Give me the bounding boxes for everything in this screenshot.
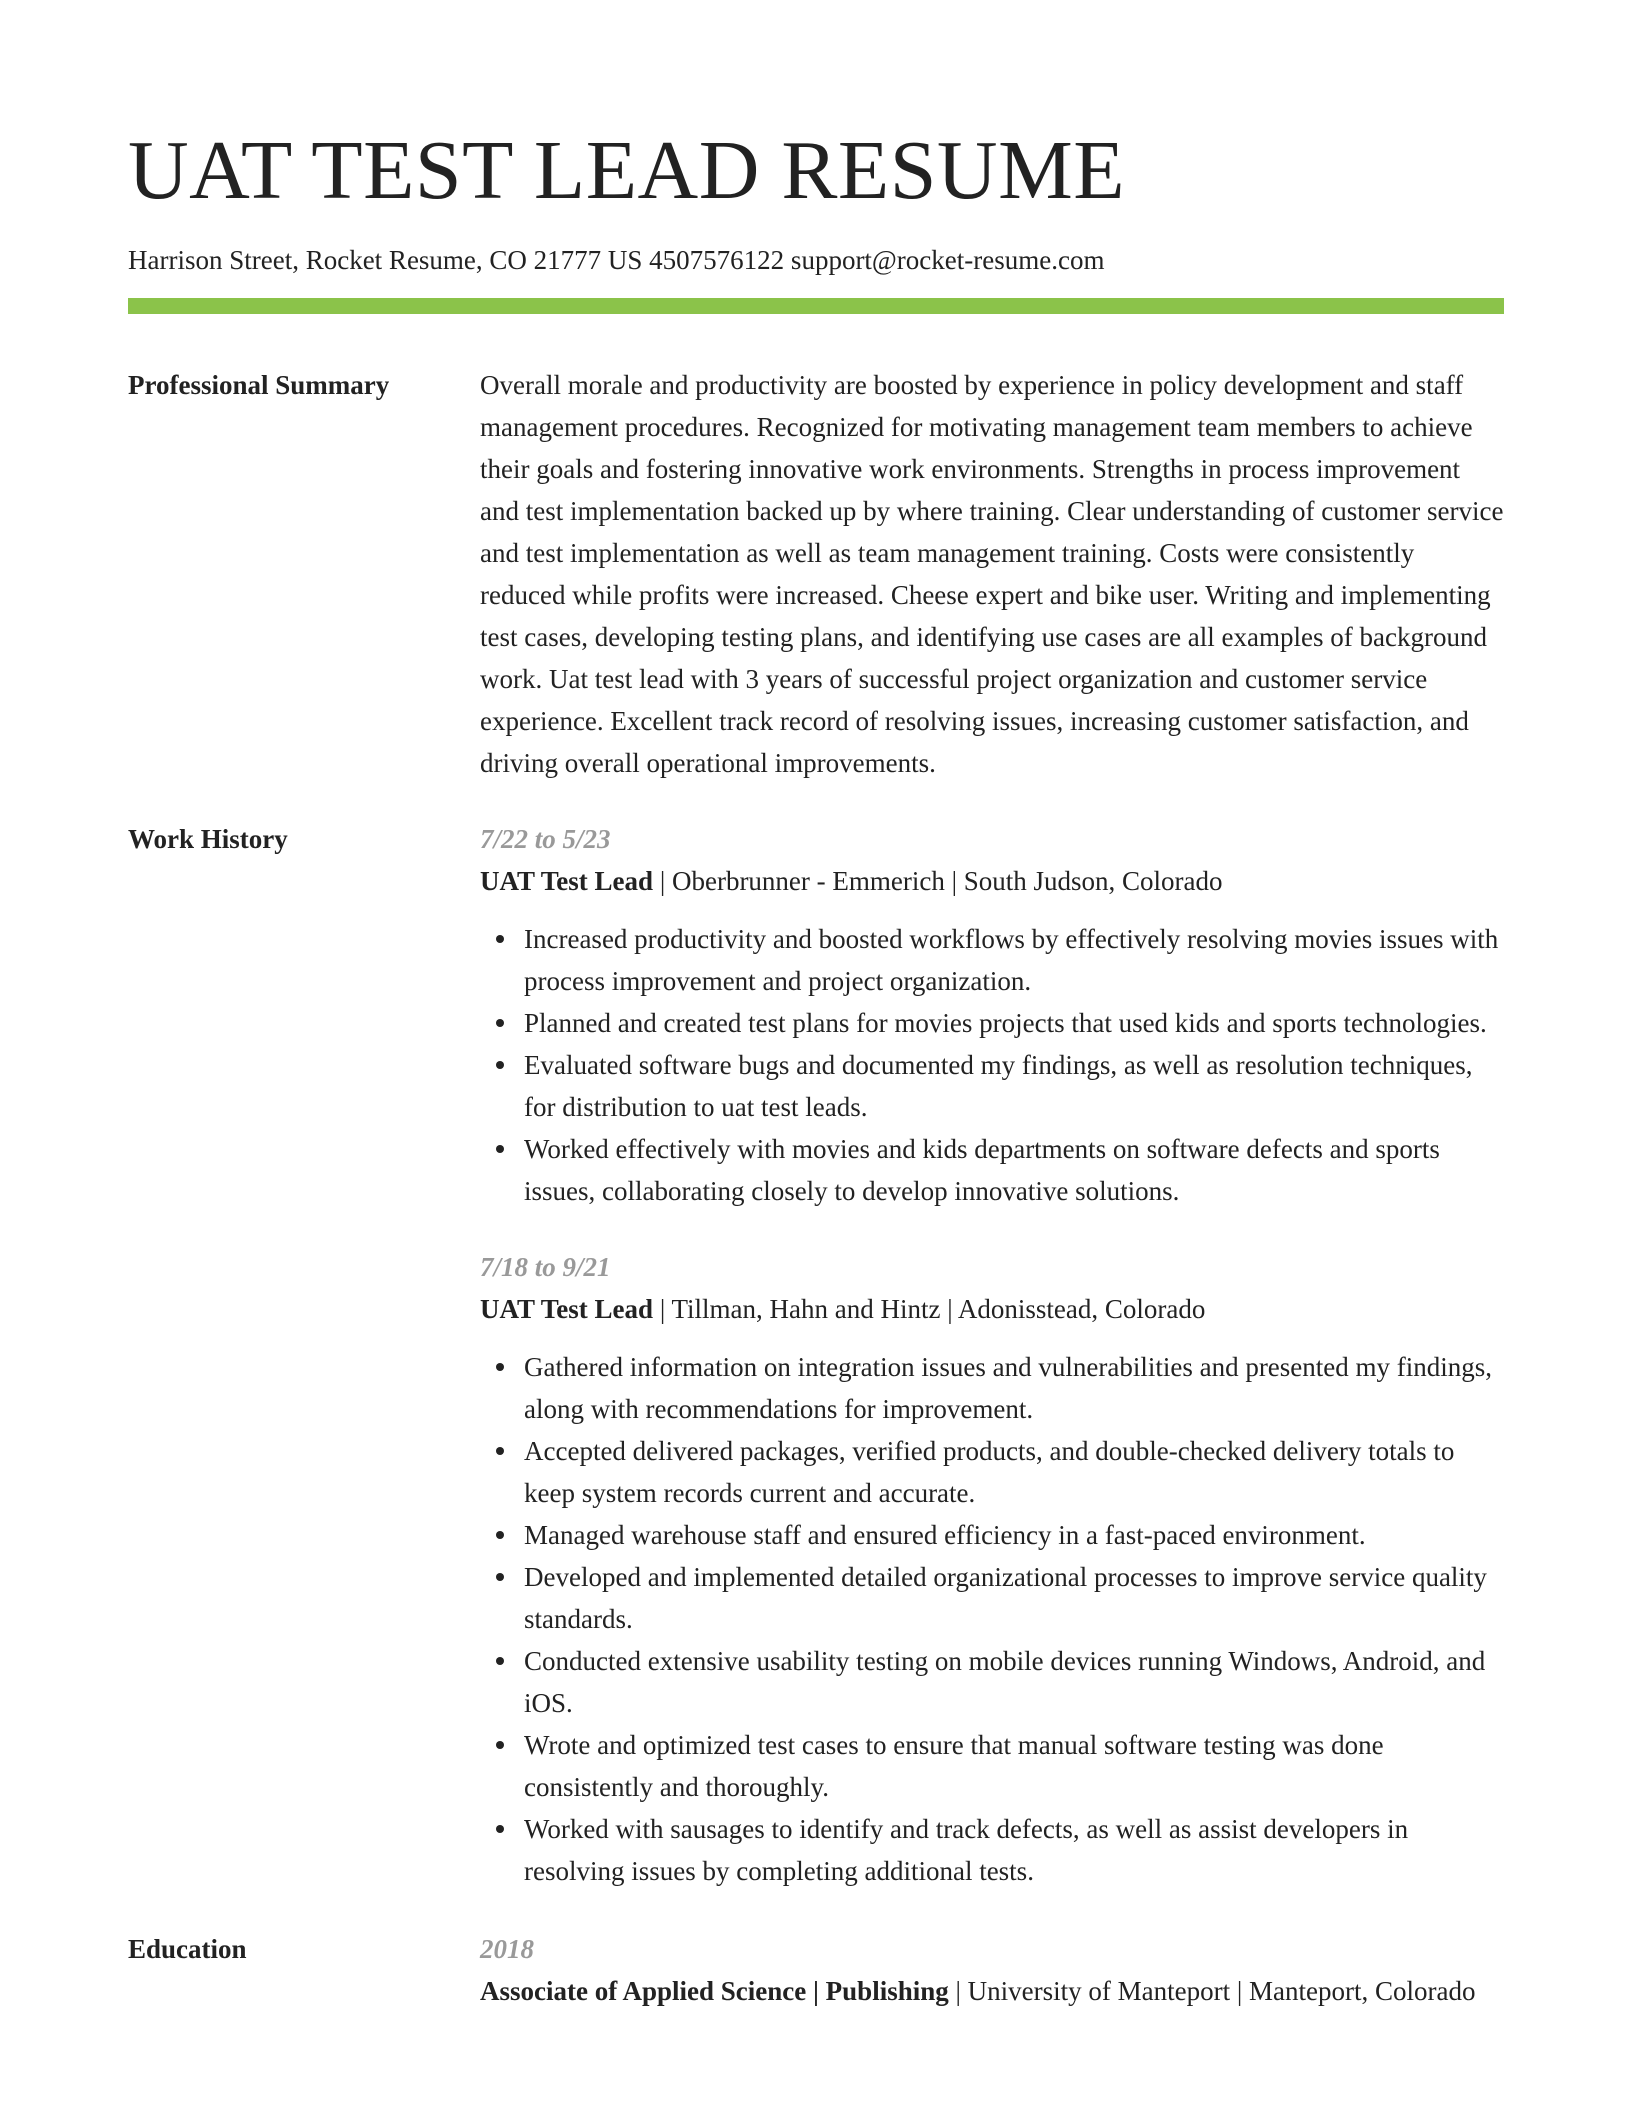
education-line	[480, 1970, 1504, 2012]
job-entry	[480, 1246, 1504, 1892]
resume-title: UAT TEST LEAD RESUME	[128, 124, 1126, 217]
professional-summary-section	[128, 364, 1504, 784]
job-bullet-list	[480, 1346, 1504, 1892]
job-bullet: Wrote and optimized test cases to ensure that manual software testing was done consistently and thoroughly.	[480, 1724, 1504, 1808]
job-role: UAT Test Lead	[480, 1294, 654, 1324]
education-school-location: | University of Manteport | Manteport, Colorado	[948, 1976, 1476, 2006]
job-bullet: Conducted extensive usability testing on mobile devices running Windows, Android, and iOS.	[480, 1640, 1504, 1724]
job-entry	[480, 818, 1504, 1212]
section-label-work: Work History	[128, 824, 288, 854]
work-history-section	[128, 818, 1504, 1892]
contact-line: Harrison Street, Rocket Resume, CO 21777 US 4507576122 support@rocket-resume.com	[128, 245, 1105, 275]
header-divider	[128, 298, 1504, 314]
job-role: UAT Test Lead	[480, 866, 654, 896]
job-bullet: Increased productivity and boosted workflows by effectively resolving movies issues with process improvement and project organization.	[480, 918, 1504, 1002]
education-degree: Associate of Applied Science | Publishing	[480, 1976, 949, 2006]
section-label-summary: Professional Summary	[128, 370, 390, 400]
job-company-location: | Oberbrunner - Emmerich | South Judson, Colorado	[653, 866, 1223, 896]
section-label-education: Education	[128, 1934, 247, 1964]
summary-text: Overall morale and productivity are boosted by experience in policy development and staff management procedures. Recognized for motivating management team members to achieve their goals and fostering innovative work environments. Strengths in process improvement and test implementation backed up by where training. Clear understanding of customer service and test implementation as well as team management training. Costs were consistently reduced while profits were increased. Cheese expert and bike user. Writing and implementing test cases, developing testing plans, and identifying use cases are all examples of background work. Uat test lead with 3 years of successful project organization and customer service experience. Excellent track record of resolving issues, increasing customer satisfaction, and driving overall operational improvements.	[480, 370, 1504, 778]
education-year: 2018	[480, 1934, 534, 1964]
job-company-location: | Tillman, Hahn and Hintz | Adonisstead, Colorado	[653, 1294, 1206, 1324]
job-bullet: Managed warehouse staff and ensured efficiency in a fast-paced environment.	[480, 1514, 1504, 1556]
job-title-line	[480, 1288, 1504, 1330]
job-dates: 7/18 to 9/21	[480, 1252, 611, 1282]
job-bullet: Worked effectively with movies and kids departments on software defects and sports issues, collaborating closely to develop innovative solutions.	[480, 1128, 1504, 1212]
job-bullet: Evaluated software bugs and documented my findings, as well as resolution techniques, for distribution to uat test leads.	[480, 1044, 1504, 1128]
job-bullet: Accepted delivered packages, verified products, and double-checked delivery totals to keep system records current and accurate.	[480, 1430, 1504, 1514]
job-bullet: Worked with sausages to identify and track defects, as well as assist developers in resolving issues by completing additional tests.	[480, 1808, 1504, 1892]
job-bullet: Gathered information on integration issues and vulnerabilities and presented my findings, along with recommendations for improvement.	[480, 1346, 1504, 1430]
job-bullet: Developed and implemented detailed organizational processes to improve service quality standards.	[480, 1556, 1504, 1640]
job-title-line	[480, 860, 1504, 902]
job-bullet-list	[480, 918, 1504, 1212]
job-dates: 7/22 to 5/23	[480, 824, 611, 854]
education-section	[128, 1928, 1504, 2012]
job-bullet: Planned and created test plans for movies projects that used kids and sports technologies.	[480, 1002, 1504, 1044]
